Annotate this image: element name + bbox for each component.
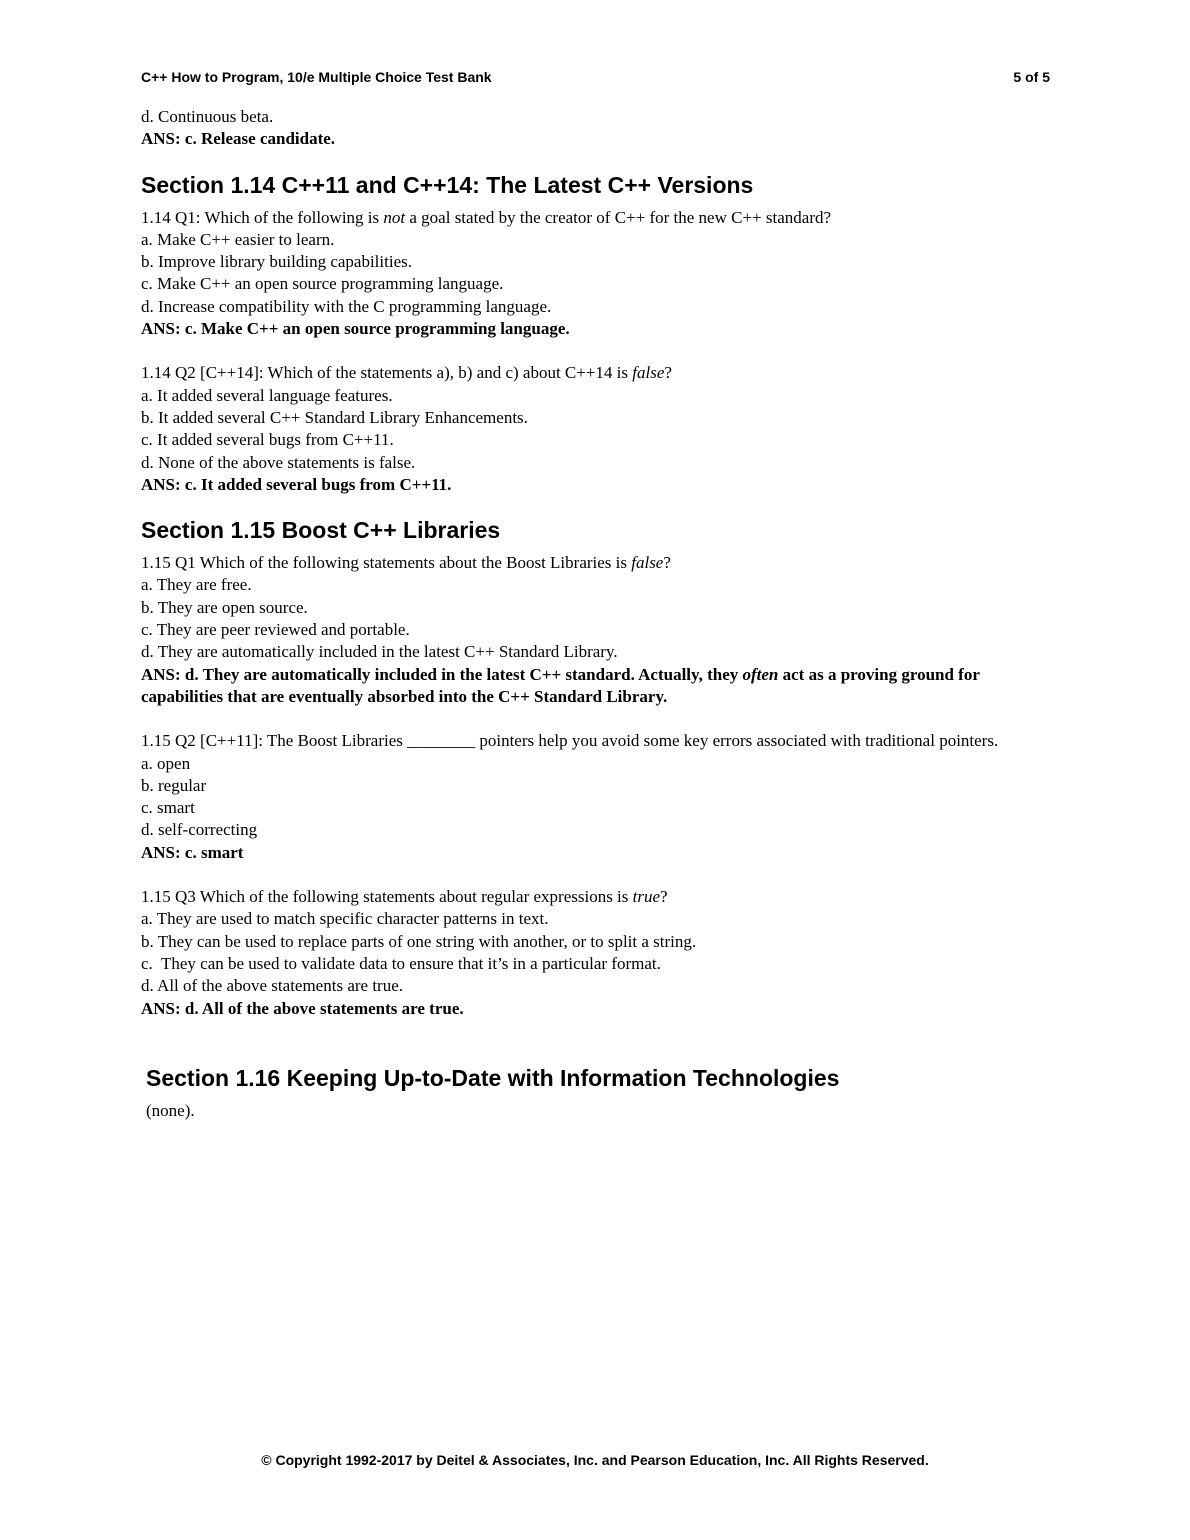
answer: ANS: c. smart xyxy=(141,842,244,862)
question-stem: 1.15 Q3 Which of the following statements about regular expressions is true? xyxy=(141,887,668,907)
carryover-option-d: d. Continuous beta. xyxy=(141,107,274,126)
answer: ANS: d. All of the above statements are true. xyxy=(141,998,464,1018)
option-b: b. They are open source. xyxy=(141,597,308,617)
option-d: d. self-correcting xyxy=(141,820,258,840)
question-1-15-q3 xyxy=(141,886,1056,1020)
option-c: c. They can be used to validate data to ensure that it’s in a particular format. xyxy=(141,953,661,973)
answer: ANS: c. It added several bugs from C++11. xyxy=(141,474,452,494)
option-b: b. They can be used to replace parts of one string with another, or to split a string. xyxy=(141,931,697,951)
answer: ANS: c. Make C++ an open source programming language. xyxy=(141,319,570,339)
option-a: a. It added several language features. xyxy=(141,385,393,405)
option-a: a. They are used to match specific character patterns in text. xyxy=(141,909,549,929)
option-c: c. It added several bugs from C++11. xyxy=(141,430,394,450)
option-c: c. smart xyxy=(141,798,195,818)
question-stem: 1.14 Q2 [C++14]: Which of the statements a), b) and c) about C++14 is false? xyxy=(141,363,672,383)
option-b: b. Improve library building capabilities. xyxy=(141,252,412,272)
option-c: c. Make C++ an open source programming language. xyxy=(141,274,504,294)
question-1-14-q1 xyxy=(141,207,1056,341)
page-number: 5 of 5 xyxy=(1013,69,1050,85)
question-1-14-q2 xyxy=(141,362,1056,496)
option-d: d. None of the above statements is false. xyxy=(141,452,416,472)
option-b: b. It added several C++ Standard Library Enhancements. xyxy=(141,407,528,427)
question-1-15-q1 xyxy=(141,552,1056,708)
section-1-14-heading: Section 1.14 C++11 and C++14: The Latest C++ Versions xyxy=(141,171,754,198)
question-1-15-q2 xyxy=(141,730,1056,864)
page-header xyxy=(141,69,1050,89)
section-1-15-heading: Section 1.15 Boost C++ Libraries xyxy=(141,517,501,544)
option-d: d. All of the above statements are true. xyxy=(141,976,403,996)
option-a: a. They are free. xyxy=(141,575,252,595)
question-stem: 1.15 Q1 Which of the following statements about the Boost Libraries is false? xyxy=(141,553,671,573)
answer: ANS: d. They are automatically included in the latest C++ standard. Actually, they often act as a proving ground for capabilities that are eventually absorbed into the C++ Standard Library. xyxy=(141,664,980,706)
option-b: b. regular xyxy=(141,775,207,795)
section-1-16-heading: Section 1.16 Keeping Up-to-Date with Information Technologies xyxy=(146,1064,840,1091)
option-d: d. Increase compatibility with the C programming language. xyxy=(141,296,552,316)
option-a: a. Make C++ easier to learn. xyxy=(141,229,335,249)
header-title: C++ How to Program, 10/e Multiple Choice Test Bank xyxy=(141,69,492,85)
copyright-footer: © Copyright 1992-2017 by Deitel & Associates, Inc. and Pearson Education, Inc. All Rights Reserved. xyxy=(261,1452,929,1468)
question-stem: 1.15 Q2 [C++11]: The Boost Libraries ________ pointers help you avoid some key errors associated with traditional pointers. xyxy=(141,731,999,751)
option-a: a. open xyxy=(141,753,191,773)
section-1-16-body: (none). xyxy=(146,1100,195,1120)
option-d: d. They are automatically included in the latest C++ Standard Library. xyxy=(141,642,618,662)
document-body xyxy=(141,106,1056,1122)
carryover-answer: ANS: c. Release candidate. xyxy=(141,129,336,149)
question-stem: 1.14 Q1: Which of the following is not a goal stated by the creator of C++ for the new C++ standard? xyxy=(141,207,832,227)
option-c: c. They are peer reviewed and portable. xyxy=(141,620,410,640)
